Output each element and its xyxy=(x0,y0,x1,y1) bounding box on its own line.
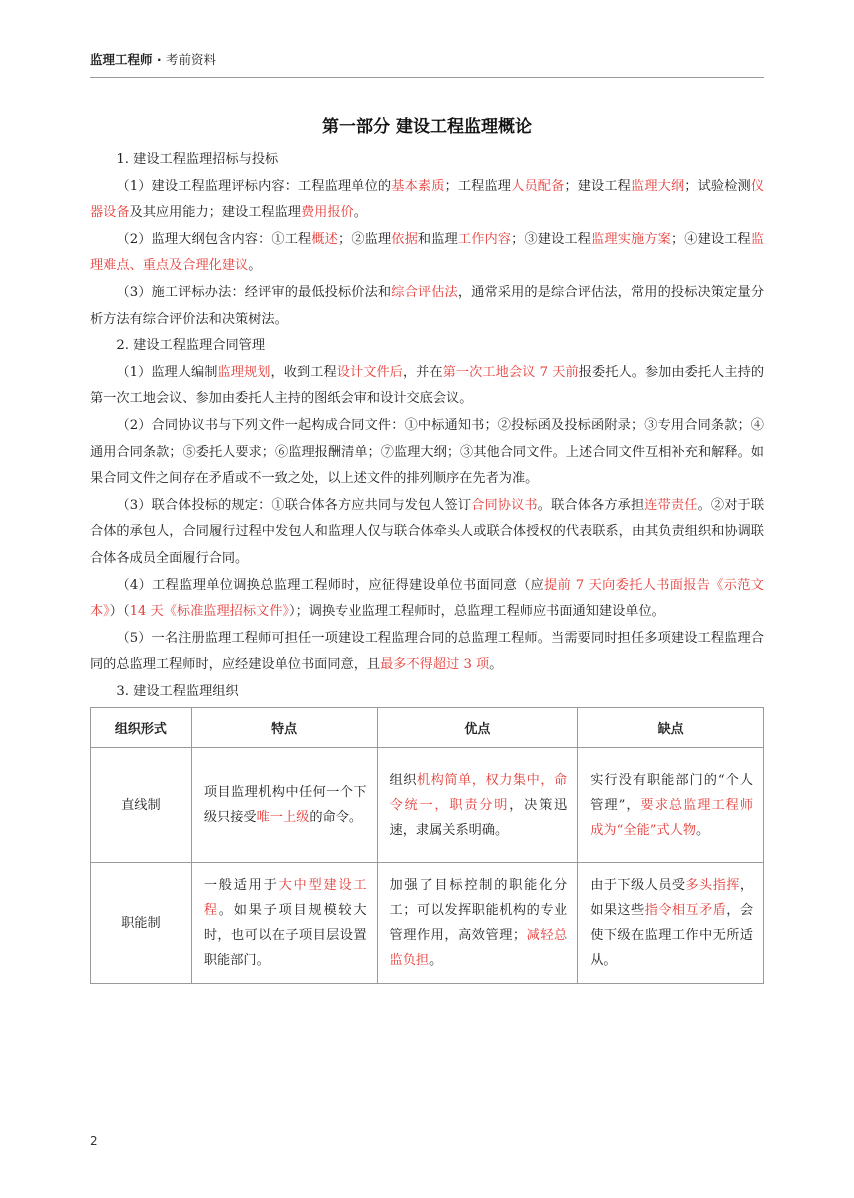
document-body xyxy=(90,112,764,984)
table-cell-cons: 由于下级人员受多头指挥，如果这些指令相互矛盾，会使下级在监理工作中无所适从。 xyxy=(578,863,764,984)
page-number: 2 xyxy=(90,1134,98,1148)
header-divider xyxy=(90,77,764,78)
s2-paragraph-2: （2）合同协议书与下列文件一起构成合同文件：①中标通知书；②投标函及投标函附录；③专用合同条款；④通用合同条款；⑤委托人要求；⑥监理报酬清单；⑦监理大纲；③其他合同文件。上述合同文件互相补充和解释。如果合同文件之间存在矛盾或不一致之处，以上述文件的排列顺序在先者为准。 xyxy=(90,417,764,487)
organization-table xyxy=(90,707,764,984)
section-3-heading: 3. 建设工程监理组织 xyxy=(116,683,239,699)
table-cell-pros: 组织机构简单，权力集中，命令统一，职责分明，决策迅速，隶属关系明确。 xyxy=(377,748,578,863)
table-header: 特点 xyxy=(191,708,377,748)
table-cell-form: 直线制 xyxy=(91,748,192,863)
table-header: 优点 xyxy=(377,708,578,748)
table-header: 缺点 xyxy=(578,708,764,748)
header-subtitle: 考前资料 xyxy=(165,52,216,67)
table-cell-pros: 加强了目标控制的职能化分工；可以发挥职能机构的专业管理作用，高效管理；减轻总监负担。 xyxy=(377,863,578,984)
table-row xyxy=(91,748,764,863)
table-header: 组织形式 xyxy=(91,708,192,748)
table-cell-form: 职能制 xyxy=(91,863,192,984)
section-2-heading: 2. 建设工程监理合同管理 xyxy=(116,338,266,354)
table-cell-feature: 一般适用于大中型建设工程。如果子项目规模较大时，也可以在子项目层设置职能部门。 xyxy=(191,863,377,984)
s2-paragraph-3: （3）联合体投标的规定：①联合体各方应共同与发包人签订合同协议书。联合体各方承担连带责任。②对于联合体的承包人，合同履行过程中发包人和监理人仅与联合体牵头人或联合体授权的代表联系，由其负责组织和协调联合体各成员全面履行合同。 xyxy=(90,497,765,566)
s2-paragraph-1: （1）监理人编制监理规划，收到工程设计文件后，并在第一次工地会议 7 天前报委托人。参加由委托人主持的第一次工地会议、参加由委托人主持的图纸会审和设计交底会议。 xyxy=(90,364,765,407)
header-title: 监理工程师 xyxy=(90,52,153,67)
table-cell-cons: 实行没有职能部门的“个人管理”，要求总监理工程师成为“全能”式人物。 xyxy=(578,748,764,863)
table-header-row xyxy=(91,708,764,748)
page-title: 第一部分 建设工程监理概论 xyxy=(322,117,532,137)
s2-paragraph-5: （5）一名注册监理工程师可担任一项建设工程监理合同的总监理工程师。当需要同时担任多项建设工程监理合同的总监理工程师时，应经建设单位书面同意，且最多不得超过 3 项。 xyxy=(90,630,764,673)
header-separator: · xyxy=(152,52,166,67)
table-row xyxy=(91,863,764,984)
s1-paragraph-1: （1）建设工程监理评标内容：工程监理单位的基本素质；工程监理人员配备；建设工程监理大纲；试验检测仪器设备及其应用能力；建设工程监理费用报价。 xyxy=(90,178,765,221)
table-cell-feature: 项目监理机构中任何一个下级只接受唯一上级的命令。 xyxy=(191,748,377,863)
page-header xyxy=(90,50,216,68)
section-1-heading: 1. 建设工程监理招标与投标 xyxy=(116,152,279,167)
s1-paragraph-3: （3）施工评标办法：经评审的最低投标价法和综合评估法，通常采用的是综合评估法，常用的投标决策定量分析方法有综合评价法和决策树法。 xyxy=(90,284,765,327)
s2-paragraph-4: （4）工程监理单位调换总监理工程师时，应征得建设单位书面同意（应提前 7 天向委托人书面报告《示范文本》）（14 天《标准监理招标文件》）；调换专业监理工程师时，总监理工程师应书面通知建设单位。 xyxy=(90,577,764,620)
s1-paragraph-2: （2）监理大纲包含内容：①工程概述；②监理依据和监理工作内容；③建设工程监理实施方案；④建设工程监理难点、重点及合理化建议。 xyxy=(90,231,765,274)
